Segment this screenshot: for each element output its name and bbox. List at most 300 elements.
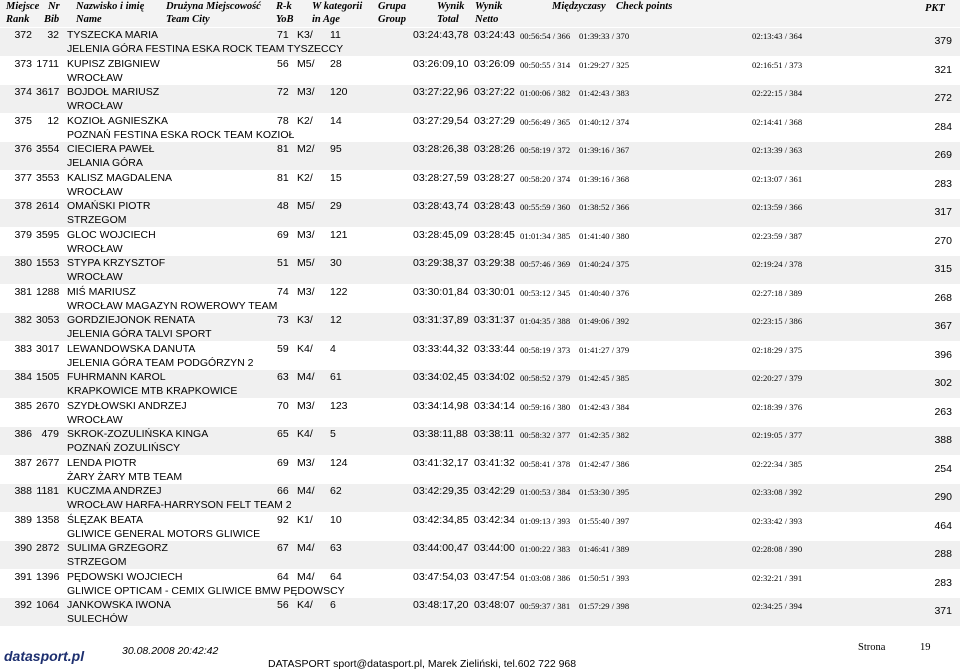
group-cell: M4/	[297, 542, 315, 554]
points-cell: 315	[934, 263, 952, 275]
age-cell: 11	[330, 29, 341, 41]
netto-time-cell: 03:38:11	[474, 428, 515, 440]
total-time-cell: 03:33:44,32	[413, 342, 469, 355]
netto-time-cell: 03:42:29	[474, 485, 515, 497]
team-city-cell: WROCŁAW	[67, 185, 123, 198]
name-cell: FUHRMANN KAROL	[67, 371, 166, 383]
bib-cell: 2872	[36, 542, 60, 554]
netto-time-cell: 03:28:26	[474, 143, 515, 155]
name-cell: CIECIERA PAWEŁ	[67, 143, 155, 155]
netto-time-cell: 03:47:54	[474, 570, 515, 583]
rank-cell: 382	[14, 314, 32, 326]
checkpoint-2-cell: 01:39:16 / 367	[579, 145, 630, 155]
netto-time-cell: 03:31:37	[474, 314, 515, 326]
name-cell: LEWANDOWSKA DANUTA	[67, 342, 196, 355]
yob-cell: 66	[277, 485, 289, 497]
group-cell: M3/	[297, 399, 315, 412]
group-cell: K4/	[297, 428, 313, 440]
checkpoint-2-cell: 01:41:27 / 379	[579, 344, 630, 355]
bib-cell: 479	[41, 428, 59, 440]
age-cell: 62	[330, 485, 342, 497]
table-row	[0, 28, 960, 56]
checkpoint-1-cell: 00:55:59 / 360	[520, 202, 571, 212]
total-time-cell: 03:34:02,45	[413, 371, 469, 383]
total-time-cell: 03:27:22,96	[413, 86, 469, 98]
checkpoint-1-cell: 01:00:22 / 383	[520, 544, 571, 554]
checkpoint-2-cell: 01:42:43 / 384	[579, 401, 630, 412]
age-cell: 61	[330, 371, 342, 383]
bib-cell: 3053	[36, 314, 60, 326]
netto-time-cell: 03:33:44	[474, 342, 515, 355]
netto-time-cell: 03:42:34	[474, 513, 515, 526]
netto-time-cell: 03:48:07	[474, 599, 515, 611]
bib-cell: 3595	[36, 228, 60, 241]
team-city-cell: WROCŁAW	[67, 271, 123, 283]
bib-cell: 1358	[36, 513, 60, 526]
total-time-cell: 03:31:37,89	[413, 314, 469, 326]
group-cell: M3/	[297, 228, 315, 241]
yob-cell: 56	[277, 599, 289, 611]
header-yob: YoB	[276, 14, 294, 25]
yob-cell: 74	[277, 285, 289, 298]
points-cell: 272	[934, 92, 952, 104]
group-cell: K3/	[297, 314, 313, 326]
points-cell: 396	[934, 348, 952, 361]
page-footer	[0, 638, 960, 671]
points-cell: 371	[934, 605, 952, 617]
rank-cell: 380	[14, 257, 32, 269]
total-time-cell: 03:42:34,85	[413, 513, 469, 526]
page-number: 19	[920, 642, 931, 653]
bib-cell: 3617	[36, 86, 60, 98]
yob-cell: 81	[277, 143, 289, 155]
bib-cell: 3553	[36, 171, 60, 184]
total-time-cell: 03:48:17,20	[413, 599, 469, 611]
checkpoint-3-cell: 02:22:34 / 385	[752, 458, 803, 469]
checkpoint-1-cell: 01:09:13 / 393	[520, 515, 571, 526]
age-cell: 124	[330, 456, 348, 469]
name-cell: PĘDOWSKI WOJCIECH	[67, 570, 183, 583]
checkpoint-1-cell: 00:59:16 / 380	[520, 401, 571, 412]
header-nazwisko: Nazwisko i imię	[76, 1, 145, 12]
checkpoint-2-cell: 01:38:52 / 366	[579, 202, 630, 212]
points-cell: 317	[934, 206, 952, 218]
total-time-cell: 03:41:32,17	[413, 456, 469, 469]
bib-cell: 2614	[36, 200, 60, 212]
bib-cell: 12	[47, 114, 59, 127]
checkpoint-1-cell: 00:56:49 / 365	[520, 116, 571, 127]
checkpoint-3-cell: 02:33:08 / 392	[752, 487, 803, 497]
checkpoint-2-cell: 01:40:12 / 374	[579, 116, 630, 127]
bib-cell: 3554	[36, 143, 60, 155]
checkpoint-1-cell: 00:58:20 / 374	[520, 173, 571, 184]
checkpoint-2-cell: 01:29:27 / 325	[579, 59, 630, 70]
yob-cell: 81	[277, 171, 289, 184]
team-city-cell: STRZEGOM	[67, 556, 127, 568]
points-cell: 283	[934, 177, 952, 190]
rank-cell: 383	[14, 342, 32, 355]
header-rank: Rank	[6, 14, 30, 25]
table-row	[0, 456, 960, 484]
name-cell: ŚLĘZAK BEATA	[67, 513, 144, 526]
netto-time-cell: 03:24:43	[474, 29, 515, 41]
netto-time-cell: 03:26:09	[474, 57, 515, 70]
points-cell: 302	[934, 377, 952, 389]
netto-time-cell: 03:29:38	[474, 257, 515, 269]
age-cell: 122	[330, 285, 348, 298]
checkpoint-2-cell: 01:49:06 / 392	[579, 316, 630, 326]
age-cell: 6	[330, 599, 336, 611]
rank-cell: 388	[14, 485, 32, 497]
team-city-cell: WROCŁAW HARFA-HARRYSON FELT TEAM 2	[67, 499, 292, 511]
team-city-cell: POZNAŃ FESTINA ESKA ROCK TEAM KOZIOŁ	[67, 128, 295, 141]
group-cell: K2/	[297, 114, 313, 127]
name-cell: STYPA KRZYSZTOF	[67, 257, 166, 269]
checkpoint-2-cell: 01:39:33 / 370	[579, 31, 630, 41]
checkpoint-2-cell: 01:46:41 / 389	[579, 544, 630, 554]
name-cell: KALISZ MAGDALENA	[67, 171, 173, 184]
team-city-cell: KRAPKOWICE MTB KRAPKOWICE	[67, 385, 238, 397]
table-row	[0, 598, 960, 626]
yob-cell: 67	[277, 542, 289, 554]
name-cell: KUCZMA ANDRZEJ	[67, 485, 162, 497]
yob-cell: 71	[277, 29, 289, 41]
total-time-cell: 03:24:43,78	[413, 29, 469, 41]
table-row	[0, 513, 960, 541]
yob-cell: 48	[277, 200, 289, 212]
age-cell: 123	[330, 399, 348, 412]
yob-cell: 72	[277, 86, 289, 98]
header-pkt: PKT	[925, 3, 945, 14]
rank-cell: 386	[14, 428, 32, 440]
table-row	[0, 199, 960, 227]
header-netto: Netto	[475, 14, 499, 25]
header-bib: Bib	[44, 14, 60, 25]
age-cell: 120	[330, 86, 348, 98]
yob-cell: 69	[277, 456, 289, 469]
netto-time-cell: 03:41:32	[474, 456, 515, 469]
table-row	[0, 484, 960, 512]
checkpoint-3-cell: 02:16:51 / 373	[752, 59, 803, 70]
rank-cell: 389	[14, 513, 32, 526]
netto-time-cell: 03:28:27	[474, 171, 515, 184]
rank-cell: 390	[14, 542, 32, 554]
rank-cell: 372	[14, 29, 32, 41]
table-header	[0, 0, 960, 27]
rank-cell: 376	[14, 143, 32, 155]
group-cell: K1/	[297, 513, 313, 526]
total-time-cell: 03:28:45,09	[413, 228, 469, 241]
yob-cell: 59	[277, 342, 289, 355]
checkpoint-3-cell: 02:19:05 / 377	[752, 430, 803, 440]
name-cell: TYSZECKA MARIA	[67, 29, 159, 41]
checkpoint-3-cell: 02:32:21 / 391	[752, 572, 803, 583]
points-cell: 379	[934, 35, 952, 47]
name-cell: KUPISZ ZBIGNIEW	[67, 57, 160, 70]
netto-time-cell: 03:28:43	[474, 200, 515, 212]
team-city-cell: STRZEGOM	[67, 214, 127, 226]
netto-time-cell: 03:34:14	[474, 399, 515, 412]
age-cell: 4	[330, 342, 336, 355]
checkpoint-3-cell: 02:13:59 / 366	[752, 202, 803, 212]
yob-cell: 56	[277, 57, 289, 70]
bib-cell: 1553	[36, 257, 60, 269]
table-row	[0, 427, 960, 455]
header-group: Group	[378, 14, 407, 25]
group-cell: M5/	[297, 257, 315, 269]
yob-cell: 69	[277, 228, 289, 241]
yob-cell: 51	[277, 257, 289, 269]
netto-time-cell: 03:27:29	[474, 114, 515, 127]
points-cell: 254	[934, 462, 952, 475]
yob-cell: 70	[277, 399, 289, 412]
print-timestamp: 30.08.2008 20:42:42	[122, 645, 219, 657]
team-city-cell: GLIWICE GENERAL MOTORS GLIWICE	[67, 527, 261, 540]
header-miejsce: Miejsce	[6, 1, 40, 12]
table-row	[0, 256, 960, 284]
points-cell: 284	[934, 120, 952, 133]
total-time-cell: 03:34:14,98	[413, 399, 469, 412]
age-cell: 30	[330, 257, 342, 269]
contact-line: DATASPORT sport@datasport.pl, Marek Zieliński, tel.602 722 968	[268, 658, 577, 670]
checkpoint-3-cell: 02:23:15 / 386	[752, 316, 803, 326]
age-cell: 121	[330, 228, 348, 241]
age-cell: 15	[330, 171, 342, 184]
checkpoint-2-cell: 01:42:35 / 382	[579, 430, 630, 440]
rank-cell: 381	[14, 285, 32, 298]
checkpoint-1-cell: 00:58:52 / 379	[520, 373, 571, 383]
total-time-cell: 03:28:43,74	[413, 200, 469, 212]
points-cell: 268	[934, 291, 952, 304]
checkpoint-3-cell: 02:28:08 / 390	[752, 544, 803, 554]
bib-cell: 1396	[36, 570, 60, 583]
checkpoint-1-cell: 00:58:19 / 372	[520, 145, 571, 155]
yob-cell: 65	[277, 428, 289, 440]
checkpoint-3-cell: 02:18:29 / 375	[752, 344, 803, 355]
checkpoint-3-cell: 02:34:25 / 394	[752, 601, 803, 611]
checkpoint-2-cell: 01:57:29 / 398	[579, 601, 630, 611]
checkpoint-2-cell: 01:40:24 / 375	[579, 259, 630, 269]
rank-cell: 375	[14, 114, 32, 127]
name-cell: KOZIOŁ AGNIESZKA	[67, 114, 168, 127]
name-cell: LENDA PIOTR	[67, 456, 137, 469]
bib-cell: 2670	[36, 399, 60, 412]
checkpoint-1-cell: 00:53:12 / 345	[520, 287, 571, 298]
bib-cell: 1505	[36, 371, 60, 383]
rank-cell: 392	[14, 599, 32, 611]
header-miedzyczasy: Międzyczasy	[552, 1, 606, 12]
checkpoint-2-cell: 01:50:51 / 393	[579, 572, 630, 583]
yob-cell: 78	[277, 114, 289, 127]
team-city-cell: SULECHÓW	[67, 613, 128, 625]
rank-cell: 387	[14, 456, 32, 469]
header-rk: R-k	[276, 1, 292, 12]
checkpoint-3-cell: 02:13:07 / 361	[752, 173, 803, 184]
yob-cell: 73	[277, 314, 289, 326]
checkpoint-3-cell: 02:18:39 / 376	[752, 401, 803, 412]
header-grupa: Grupa	[378, 1, 407, 12]
total-time-cell: 03:26:09,10	[413, 57, 469, 70]
header-checkpoints: Check points	[616, 1, 673, 12]
rank-cell: 379	[14, 228, 32, 241]
checkpoint-2-cell: 01:53:30 / 395	[579, 487, 630, 497]
checkpoint-1-cell: 01:03:08 / 386	[520, 572, 571, 583]
table-row	[0, 85, 960, 113]
age-cell: 10	[330, 513, 342, 526]
group-cell: M2/	[297, 143, 315, 155]
checkpoint-1-cell: 00:56:54 / 366	[520, 31, 571, 41]
age-cell: 5	[330, 428, 336, 440]
bib-cell: 3017	[36, 342, 60, 355]
bib-cell: 32	[47, 29, 59, 41]
team-city-cell: JELENIA GÓRA TALVI SPORT	[67, 328, 212, 340]
team-city-cell: WROCŁAW	[67, 413, 123, 426]
rank-cell: 384	[14, 371, 32, 383]
group-cell: M5/	[297, 57, 315, 70]
netto-time-cell: 03:30:01	[474, 285, 515, 298]
group-cell: K2/	[297, 171, 313, 184]
yob-cell: 92	[277, 513, 289, 526]
header-nr: Nr	[48, 1, 60, 12]
group-cell: K3/	[297, 29, 313, 41]
team-city-cell: WROCŁAW	[67, 242, 123, 255]
age-cell: 63	[330, 542, 342, 554]
total-time-cell: 03:30:01,84	[413, 285, 469, 298]
team-city-cell: GLIWICE OPTICAM - CEMIX GLIWICE BMW PĘDOWSCY	[67, 584, 345, 597]
header-wynik-netto: Wynik	[475, 1, 503, 12]
rank-cell: 385	[14, 399, 32, 412]
checkpoint-3-cell: 02:33:42 / 393	[752, 515, 803, 526]
checkpoint-1-cell: 00:59:37 / 381	[520, 601, 571, 611]
rank-cell: 374	[14, 86, 32, 98]
checkpoint-1-cell: 01:00:53 / 384	[520, 487, 571, 497]
table-row	[0, 342, 960, 370]
team-city-cell: WROCŁAW	[67, 71, 123, 84]
total-time-cell: 03:27:29,54	[413, 114, 469, 127]
group-cell: M5/	[297, 200, 315, 212]
group-cell: M4/	[297, 570, 315, 583]
checkpoint-3-cell: 02:13:39 / 363	[752, 145, 803, 155]
age-cell: 64	[330, 570, 342, 583]
total-time-cell: 03:28:27,59	[413, 171, 469, 184]
bib-cell: 2677	[36, 456, 60, 469]
checkpoint-2-cell: 01:42:45 / 385	[579, 373, 630, 383]
checkpoint-2-cell: 01:41:40 / 380	[579, 230, 630, 241]
netto-time-cell: 03:34:02	[474, 371, 515, 383]
points-cell: 288	[934, 548, 952, 560]
header-wynik-total: Wynik	[437, 1, 465, 12]
bib-cell: 1288	[36, 285, 60, 298]
team-city-cell: WROCŁAW	[67, 100, 123, 112]
name-cell: SKROK-ZOZULIŃSKA KINGA	[67, 428, 209, 440]
checkpoint-1-cell: 00:57:46 / 369	[520, 259, 571, 269]
header-total: Total	[437, 14, 459, 25]
checkpoint-3-cell: 02:19:24 / 378	[752, 259, 803, 269]
group-cell: M3/	[297, 285, 315, 298]
checkpoint-3-cell: 02:27:18 / 389	[752, 287, 803, 298]
checkpoint-3-cell: 02:23:59 / 387	[752, 230, 803, 241]
name-cell: BOJDOŁ MARIUSZ	[67, 86, 160, 98]
header-team-city: Team City	[166, 14, 210, 25]
age-cell: 12	[330, 314, 342, 326]
netto-time-cell: 03:27:22	[474, 86, 515, 98]
table-row	[0, 285, 960, 313]
netto-time-cell: 03:44:00	[474, 542, 515, 554]
name-cell: JANKOWSKA IWONA	[67, 599, 171, 611]
checkpoint-1-cell: 00:58:32 / 377	[520, 430, 571, 440]
points-cell: 464	[934, 519, 952, 532]
team-city-cell: ŻARY ŻARY MTB TEAM	[67, 470, 183, 483]
bib-cell: 1064	[36, 599, 60, 611]
page-label: Strona	[858, 642, 886, 653]
table-row	[0, 570, 960, 598]
team-city-cell: JELANIA GÓRA	[67, 157, 143, 169]
age-cell: 29	[330, 200, 342, 212]
group-cell: K4/	[297, 599, 313, 611]
checkpoint-3-cell: 02:14:41 / 368	[752, 116, 803, 127]
checkpoint-1-cell: 01:00:06 / 382	[520, 88, 571, 98]
points-cell: 263	[934, 405, 952, 418]
table-row	[0, 228, 960, 256]
name-cell: GORDZIEJONOK RENATA	[67, 314, 195, 326]
points-cell: 321	[934, 63, 952, 76]
group-cell: M3/	[297, 86, 315, 98]
header-miejscowosc: Miejscowość	[206, 1, 261, 12]
points-cell: 388	[934, 434, 952, 446]
total-time-cell: 03:38:11,88	[413, 428, 468, 440]
checkpoint-1-cell: 00:58:19 / 373	[520, 344, 571, 355]
checkpoint-1-cell: 01:01:34 / 385	[520, 230, 571, 241]
total-time-cell: 03:44:00,47	[413, 542, 469, 554]
team-city-cell: JELENIA GÓRA FESTINA ESKA ROCK TEAM TYSZECCY	[67, 43, 344, 55]
header-in-age: in Age	[312, 14, 340, 25]
team-city-cell: WROCŁAW MAGAZYN ROWEROWY TEAM	[67, 299, 278, 312]
yob-cell: 63	[277, 371, 289, 383]
group-cell: M3/	[297, 456, 315, 469]
header-w-kategorii: W kategorii	[312, 1, 363, 12]
table-row	[0, 114, 960, 142]
table-row	[0, 313, 960, 341]
bib-cell: 1711	[36, 57, 59, 70]
header-druzyna: Drużyna	[166, 1, 204, 12]
table-row	[0, 370, 960, 398]
group-cell: M4/	[297, 485, 315, 497]
table-row	[0, 399, 960, 427]
rank-cell: 373	[14, 57, 32, 70]
table-row	[0, 541, 960, 569]
total-time-cell: 03:28:26,38	[413, 143, 469, 155]
checkpoint-1-cell: 00:58:41 / 378	[520, 458, 571, 469]
name-cell: SZYDŁOWSKI ANDRZEJ	[67, 399, 187, 412]
name-cell: SULIMA GRZEGORZ	[67, 542, 168, 554]
checkpoint-3-cell: 02:22:15 / 384	[752, 88, 803, 98]
total-time-cell: 03:29:38,37	[413, 257, 469, 269]
name-cell: MIŚ MARIUSZ	[67, 285, 136, 298]
table-row	[0, 142, 960, 170]
checkpoint-2-cell: 01:39:16 / 368	[579, 173, 630, 184]
points-cell: 269	[934, 149, 952, 161]
datasport-logo: datasport.pl	[4, 648, 85, 664]
points-cell: 290	[934, 491, 952, 503]
points-cell: 283	[934, 576, 952, 589]
points-cell: 367	[934, 320, 952, 332]
total-time-cell: 03:42:29,35	[413, 485, 469, 497]
table-row	[0, 171, 960, 199]
checkpoint-1-cell: 00:50:55 / 314	[520, 59, 571, 70]
yob-cell: 64	[277, 570, 289, 583]
rank-cell: 391	[14, 570, 32, 583]
group-cell: K4/	[297, 342, 313, 355]
